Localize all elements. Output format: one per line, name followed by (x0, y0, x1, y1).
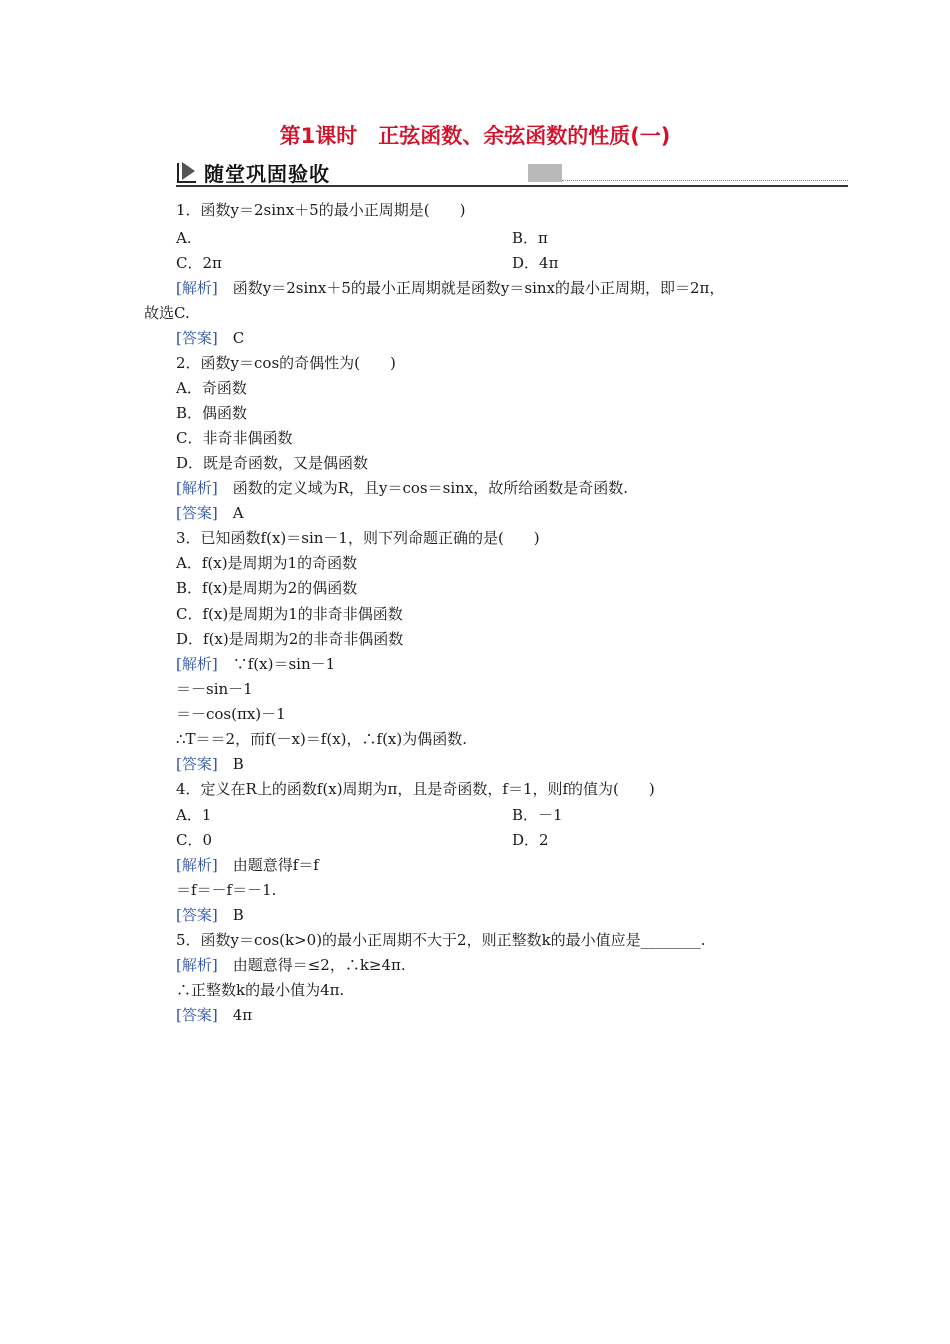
q1-analysis-cont: 故选C. (144, 304, 190, 322)
q1-analysis-text: 函数y＝2sinx＋5的最小正周期就是函数y＝sinx的最小正周期，即＝2π， (232, 279, 725, 297)
q4-option-c: C．0 (176, 831, 213, 849)
q5-stem: 5．函数y＝cos(k>0)的最小正周期不大于2，则正整数k的最小值应是________. (176, 931, 706, 949)
q1-option-d: D．4π (512, 254, 559, 272)
q2-answer-value: A (232, 504, 244, 522)
q4-option-d: D．2 (512, 831, 549, 849)
q3-analysis-step4: ∴T＝＝2，而f(－x)＝f(x)，∴f(x)为偶函数. (176, 730, 468, 748)
q1-answer (176, 328, 244, 348)
q3-analysis-step2: ＝－sin－1 (176, 680, 253, 698)
q3-option-d: D．f(x)是周期为2的非奇非偶函数 (176, 630, 404, 648)
q3-option-c: C．f(x)是周期为1的非奇非偶函数 (176, 605, 403, 623)
analysis-tag: [解析] (176, 479, 218, 497)
section-dotted-rule (562, 180, 848, 181)
q1-stem: 1．函数y＝2sinx＋5的最小正周期是( ) (176, 201, 466, 219)
play-arrow-icon (176, 160, 198, 184)
answer-tag: [答案] (176, 504, 218, 522)
q4-analysis (176, 855, 319, 875)
q3-answer-value: B (232, 755, 244, 773)
q3-analysis-text: ∵f(x)＝sin－1 (232, 655, 336, 673)
section-rule (176, 185, 848, 187)
q1-option-c: C．2π (176, 254, 222, 272)
q4-option-a: A．1 (176, 806, 212, 824)
section-decor-bar (528, 164, 562, 182)
answer-tag: [答案] (176, 906, 218, 924)
q2-analysis (176, 478, 628, 498)
q5-answer (176, 1005, 252, 1025)
q3-analysis-step3: ＝－cos(πx)－1 (176, 705, 286, 723)
q2-option-c: C．非奇非偶函数 (176, 429, 293, 447)
q1-answer-value: C (232, 329, 245, 347)
answer-tag: [答案] (176, 1006, 218, 1024)
q5-analysis (176, 955, 406, 975)
q4-option-b: B．－1 (512, 806, 563, 824)
section-header (176, 158, 848, 188)
q3-stem: 3．已知函数f(x)＝sin－1，则下列命题正确的是( ) (176, 529, 540, 547)
q3-option-b: B．f(x)是周期为2的偶函数 (176, 579, 358, 597)
q1-option-b: B．π (512, 229, 548, 247)
q1-analysis (176, 278, 724, 298)
analysis-tag: [解析] (176, 856, 218, 874)
q3-analysis (176, 654, 335, 674)
q2-option-b: B．偶函数 (176, 404, 248, 422)
q5-analysis-step2: ∴正整数k的最小值为4π. (176, 981, 345, 999)
q2-analysis-text: 函数的定义域为R，且y＝cos＝sinx，故所给函数是奇函数. (232, 479, 629, 497)
page-title: 第1课时 正弦函数、余弦函数的性质(一) (279, 124, 671, 148)
q4-analysis-text: 由题意得f＝f (232, 856, 319, 874)
q2-answer (176, 503, 244, 523)
q4-analysis-step2: ＝f＝－f＝－1. (176, 881, 277, 899)
q1-option-a: A. (176, 229, 192, 247)
q2-option-a: A．奇函数 (176, 379, 247, 397)
analysis-tag: [解析] (176, 655, 218, 673)
q2-stem: 2．函数y＝cos的奇偶性为( ) (176, 354, 396, 372)
q3-answer (176, 754, 244, 774)
q3-option-a: A．f(x)是周期为1的奇函数 (176, 554, 358, 572)
q5-answer-value: 4π (232, 1006, 253, 1024)
q4-answer (176, 905, 244, 925)
analysis-tag: [解析] (176, 279, 218, 297)
answer-tag: [答案] (176, 755, 218, 773)
q4-answer-value: B (232, 906, 244, 924)
analysis-tag: [解析] (176, 956, 218, 974)
q4-stem: 4．定义在R上的函数f(x)周期为π，且是奇函数，f＝1，则f的值为( ) (176, 780, 655, 798)
answer-tag: [答案] (176, 329, 218, 347)
q5-analysis-text: 由题意得＝≤2，∴k≥4π. (232, 956, 406, 974)
q2-option-d: D．既是奇函数，又是偶函数 (176, 454, 369, 472)
section-title: 随堂巩固验收 (204, 162, 330, 186)
